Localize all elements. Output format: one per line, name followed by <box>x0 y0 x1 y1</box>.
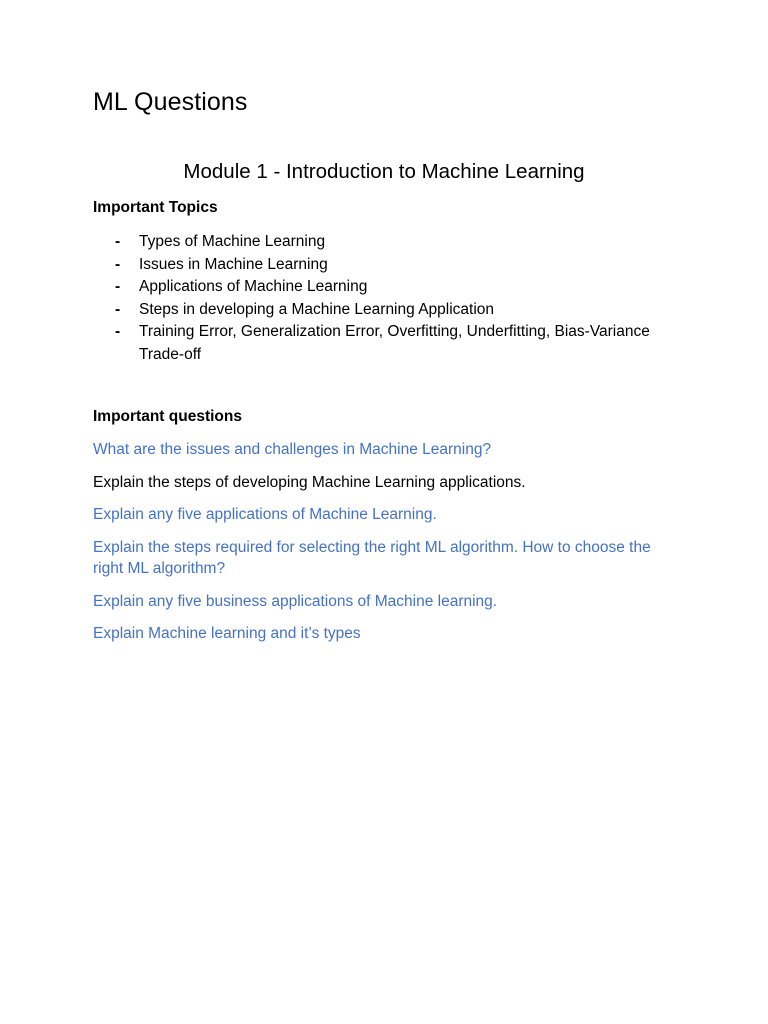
topic-text: Types of Machine Learning <box>139 233 326 250</box>
topic-item <box>93 231 693 254</box>
dash-bullet-icon: - <box>115 278 121 295</box>
module-heading: Module 1 - Introduction to Machine Learning <box>183 160 585 183</box>
topic-item <box>93 299 693 322</box>
topic-item <box>93 276 693 299</box>
topic-item <box>93 321 693 366</box>
dash-bullet-icon: - <box>115 233 121 250</box>
question-item: Explain any five applications of Machine Learning. <box>93 506 437 523</box>
question-list <box>93 439 683 656</box>
question-item: Explain Machine learning and it’s types <box>93 625 361 642</box>
topic-list <box>93 231 693 366</box>
dash-bullet-icon: - <box>115 255 121 273</box>
topic-text: Training Error, Generalization Error, Overfitting, Underfitting, Bias-Variance Trade-off <box>139 323 650 363</box>
dash-bullet-icon: - <box>115 323 121 340</box>
topic-text: Steps in developing a Machine Learning Application <box>139 300 495 318</box>
topic-text: Issues in Machine Learning <box>139 255 328 273</box>
important-questions-label: Important questions <box>93 408 242 425</box>
dash-bullet-icon: - <box>115 300 121 318</box>
topic-item <box>93 254 693 277</box>
question-item: Explain the steps of developing Machine Learning applications. <box>93 473 526 491</box>
important-topics-label: Important Topics <box>93 199 218 216</box>
question-item: What are the issues and challenges in Machine Learning? <box>93 441 492 458</box>
question-item: Explain any five business applications of Machine learning. <box>93 592 498 610</box>
question-item: Explain the steps required for selecting the right ML algorithm. How to choose the right ML algorithm? <box>93 538 651 577</box>
document-title: ML Questions <box>93 88 248 116</box>
topic-text: Applications of Machine Learning <box>139 278 368 295</box>
